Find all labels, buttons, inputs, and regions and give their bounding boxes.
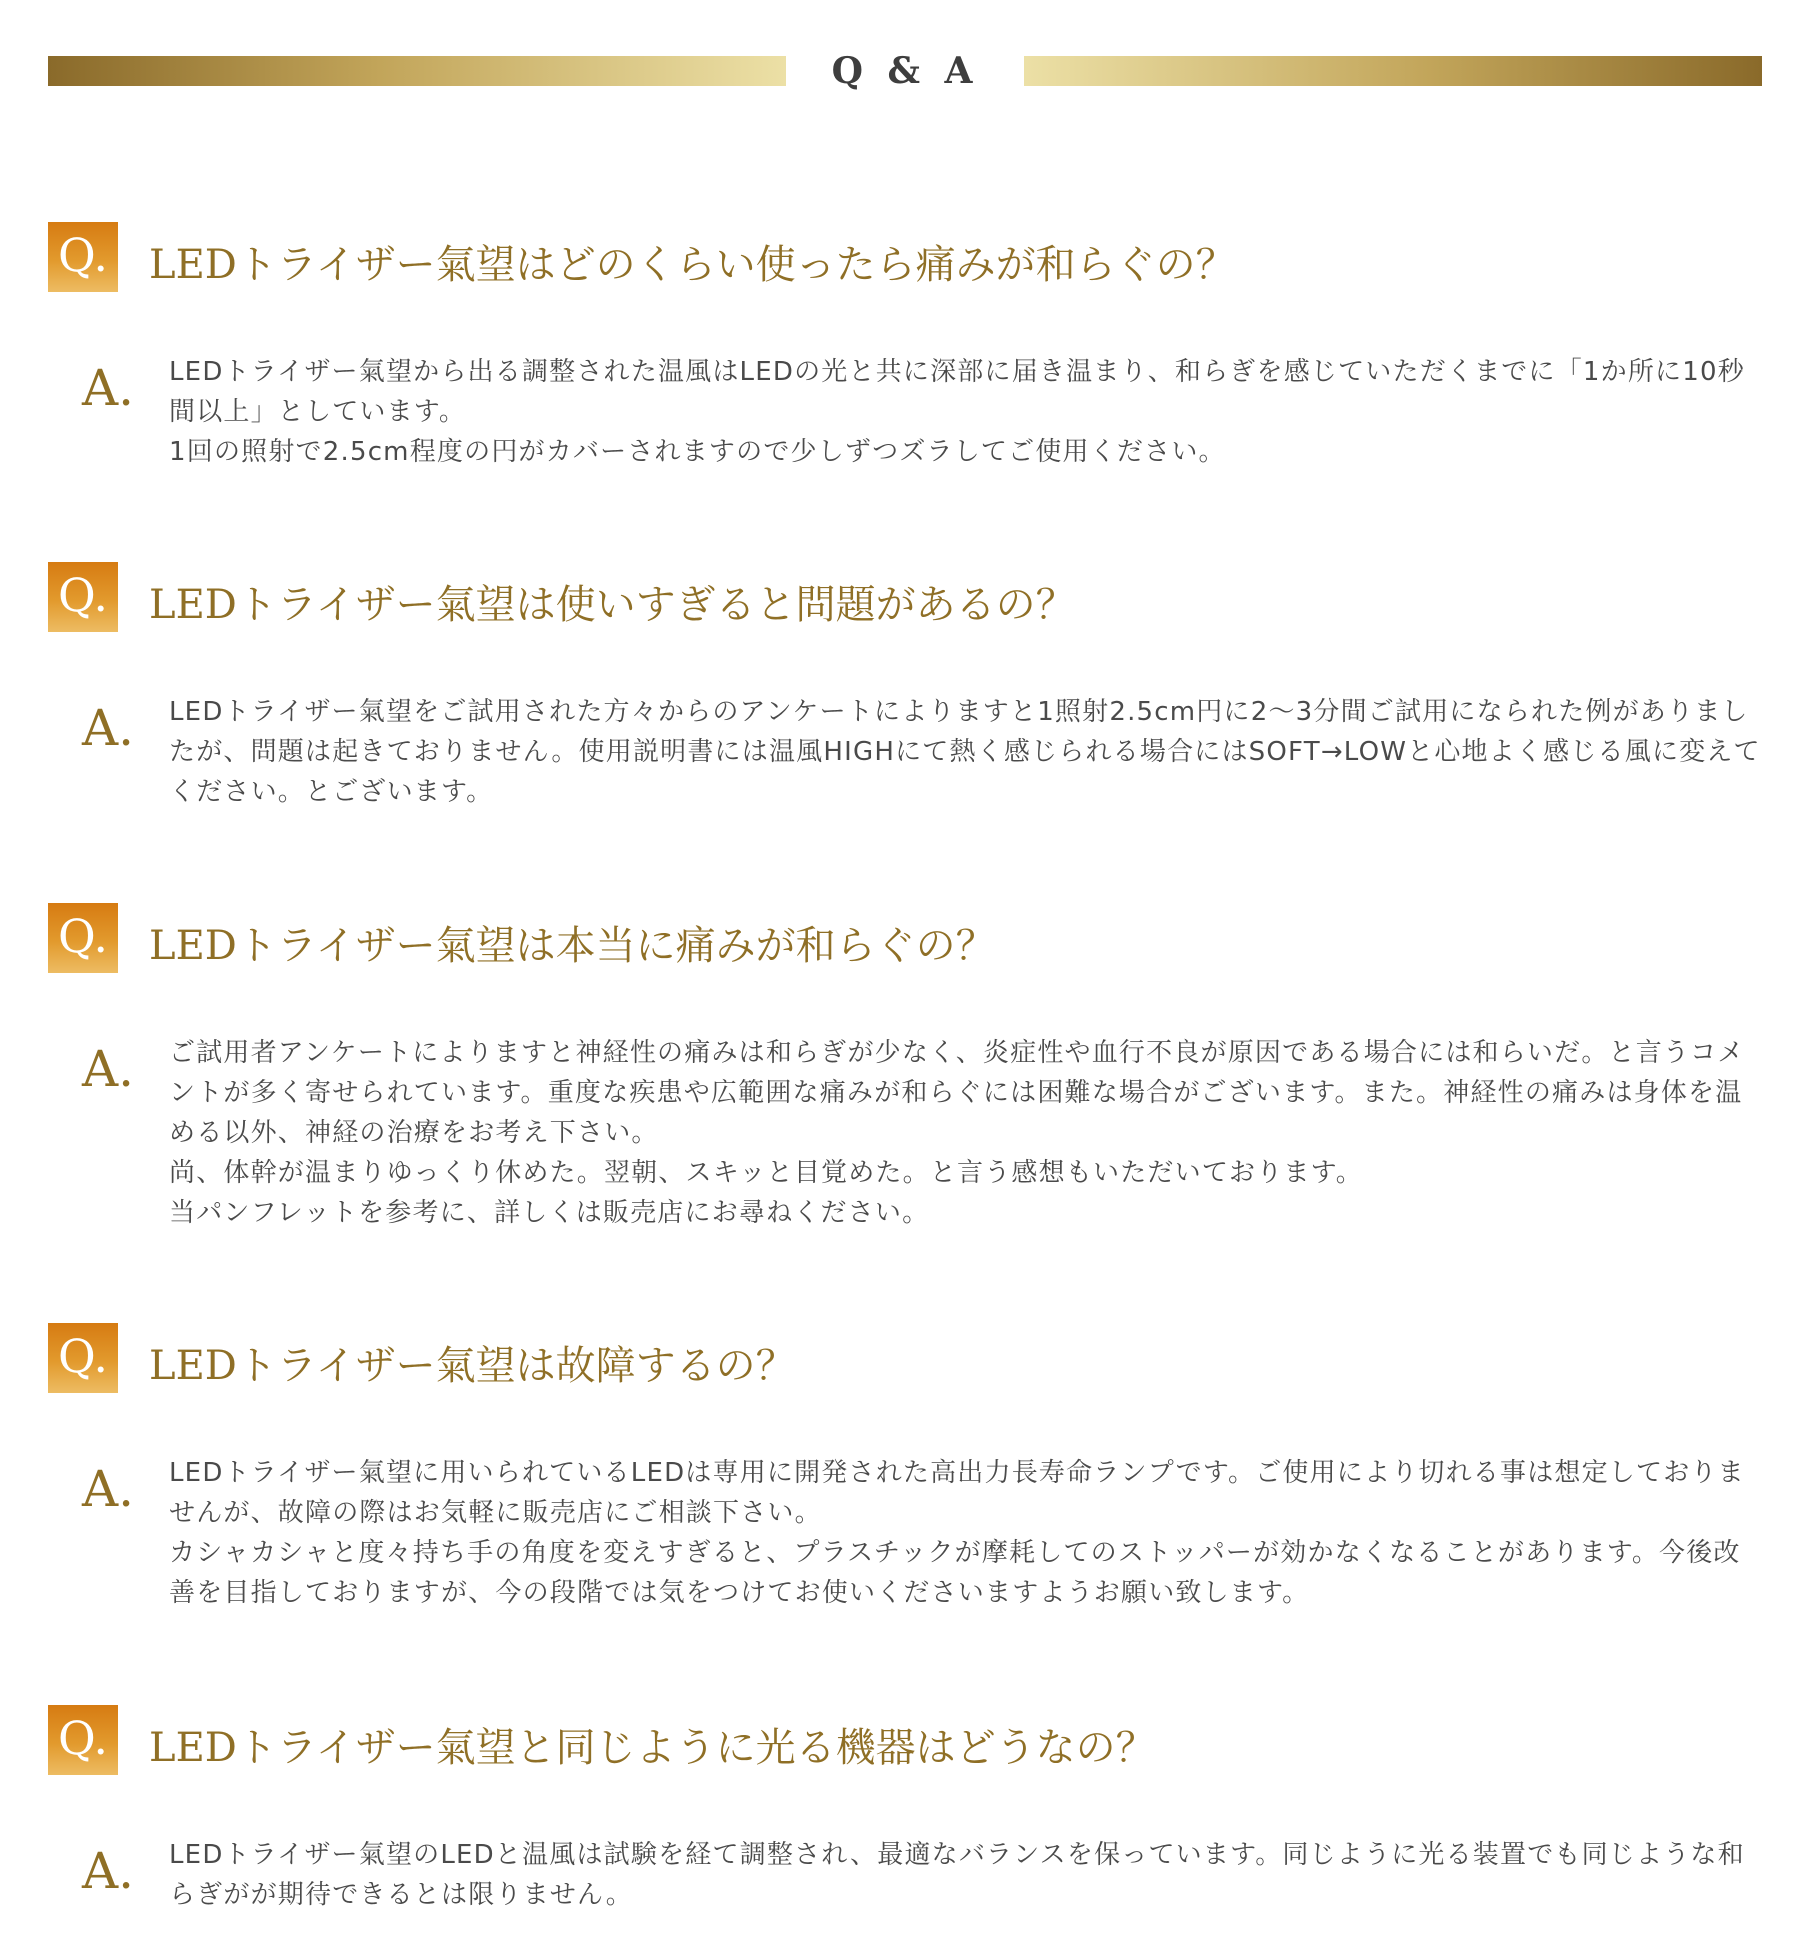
answer-line: LEDトライザー氣望に用いられているLEDは専用に開発された高出力長寿命ランプです。ご使用により切れる事は想定しておりませんが、故障の際はお気軽に販売店にご相談下さい。 (169, 1458, 1745, 1528)
a-mark-icon: A. (82, 1460, 135, 1518)
answer-line: 当パンフレットを参考に、詳しくは販売店にお尋ねください。 (169, 1198, 930, 1228)
question-row (48, 1705, 1762, 1777)
answer-text (169, 1033, 1762, 1233)
question-text: LEDトライザー氣望と同じように光る機器はどうなの？ (149, 1725, 1156, 1771)
qa-item-4 (48, 1323, 1762, 1613)
answer-row (48, 352, 1762, 472)
qa-item-5 (48, 1705, 1762, 1915)
question-row (48, 903, 1762, 975)
question-row (48, 222, 1762, 294)
answer-line: 尚、体幹が温まりゆっくり休めた。翌朝、スキッと目覚めた。と言う感想もいただいております。 (169, 1158, 1363, 1188)
answer-row (48, 1835, 1762, 1915)
answer-line: 1回の照射で2.5cm程度の円がカバーされますので少しずつズラしてご使用ください。 (169, 437, 1226, 467)
question-text: LEDトライザー氣望は故障するの？ (149, 1343, 796, 1389)
page-title: Q & A (831, 50, 979, 92)
qa-item-1 (48, 222, 1762, 472)
qa-item-3 (48, 903, 1762, 1233)
answer-row (48, 1453, 1762, 1613)
q-badge-icon: Q. (48, 1323, 118, 1393)
answer-line: LEDトライザー氣望のLEDと温風は試験を経て調整され、最適なバランスを保っています。同じように光る装置でも同じような和らぎがが期待できるとは限りません。 (169, 1840, 1745, 1910)
question-row (48, 1323, 1762, 1395)
qa-item-2 (48, 562, 1762, 812)
answer-text (169, 352, 1762, 472)
answer-line: カシャカシャと度々持ち手の角度を変えすぎると、プラスチックが摩耗してのストッパーが効かなくなることがあります。今後改善を目指しておりますが、今の段階では気をつけてお使いくださいますようお願い致します。 (169, 1538, 1741, 1608)
answer-text (169, 692, 1762, 812)
answer-row (48, 692, 1762, 812)
qa-header (48, 46, 1762, 96)
q-badge-icon: Q. (48, 222, 118, 292)
answer-line: LEDトライザー氣望をご試用された方々からのアンケートによりますと1照射2.5cm円に2〜3分間ご試用になられた例がありましたが、問題は起きておりません。使用説明書には温風HIGHにて熱く感じられる場合にはSOFT→LOWと心地よく感じる風に変えてください。とございます。 (169, 697, 1761, 807)
question-text: LEDトライザー氣望は本当に痛みが和らぐの？ (149, 923, 996, 969)
answer-row (48, 1033, 1762, 1233)
question-text: LEDトライザー氣望は使いすぎると問題があるの？ (149, 582, 1076, 628)
a-mark-icon: A. (82, 1040, 135, 1098)
question-row (48, 562, 1762, 634)
header-decor-bar-left (48, 56, 786, 86)
answer-text (169, 1453, 1762, 1613)
a-mark-icon: A. (82, 699, 135, 757)
a-mark-icon: A. (82, 359, 135, 417)
a-mark-icon: A. (82, 1842, 135, 1900)
answer-text (169, 1835, 1762, 1915)
q-badge-icon: Q. (48, 903, 118, 973)
q-badge-icon: Q. (48, 562, 118, 632)
answer-line: LEDトライザー氣望から出る調整された温風はLEDの光と共に深部に届き温まり、和らぎを感じていただくまでに「1か所に10秒間以上」としています。 (169, 357, 1745, 427)
question-text: LEDトライザー氣望はどのくらい使ったら痛みが和らぐの？ (149, 242, 1236, 288)
q-badge-icon: Q. (48, 1705, 118, 1775)
answer-line: ご試用者アンケートによりますと神経性の痛みは和らぎが少なく、炎症性や血行不良が原因である場合には和らいだ。と言うコメントが多く寄せられています。重度な疾患や広範囲な痛みが和らぐには困難な場合がございます。また。神経性の痛みは身体を温める以外、神経の治療をお考え下さい。 (169, 1038, 1745, 1148)
header-decor-bar-right (1024, 56, 1762, 86)
